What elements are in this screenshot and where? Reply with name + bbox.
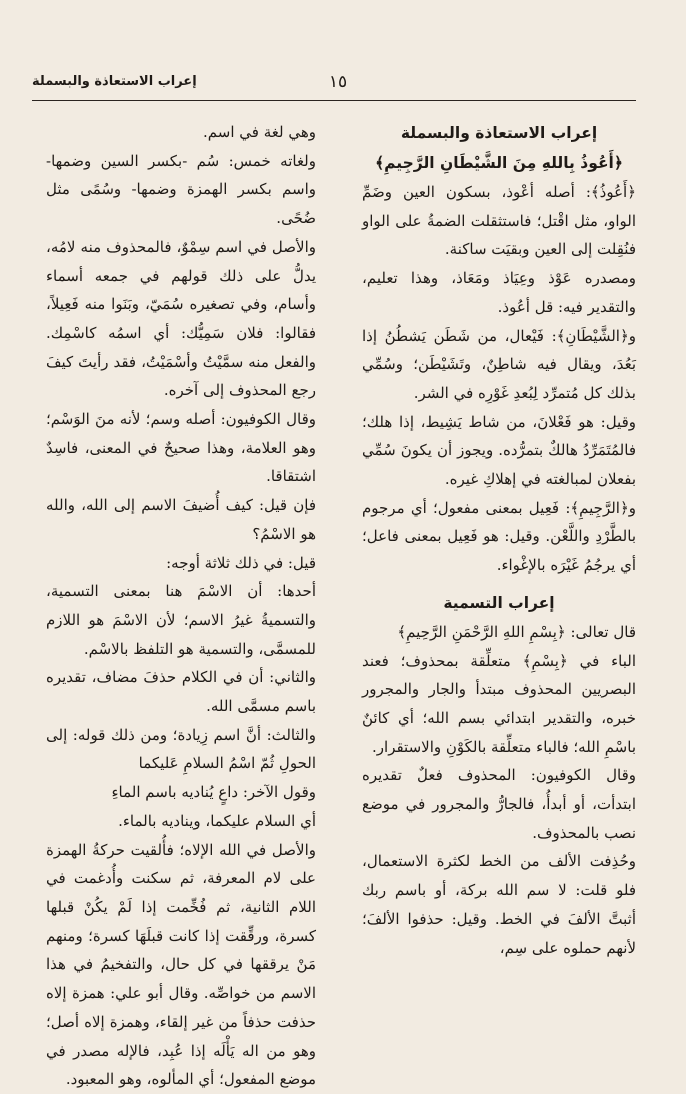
right-column [362, 118, 636, 962]
paragraph: والأصل في اسم سِمْوٌ، فالمحذوف منه لامُه، يدلُّ على ذلك قولهم في جمعه أسماء وأسام، وفي تصغيره سُمَيّ، وبَنَوا منه فَعِيلاً، فقالوا: فلان سَمِيُّك: أي اسمُه كاسْمِك. والفعل منه سمَّيْتُ وأسْمَيْتُ، فقد رأيتَ كيفَ رجع المحذوف إلى آخره. [46, 237, 316, 400]
spacer [362, 580, 636, 588]
paragraph: و﴿الرَّجِيمِ﴾: فَعِيل بمعنى مفعول؛ أي مرجوم بالطَّرْدِ واللَّعْن. وقيل: هو فَعِيل بمعنى فاعل؛ أي يرجُمُ غَيْرَه بالإغْواء. [362, 498, 636, 575]
paragraph: قيل: في ذلك ثلاثة أوجه: [166, 553, 316, 572]
running-head: إعراب الاستعاذة والبسملة [32, 74, 197, 89]
left-column [46, 118, 316, 1094]
paragraph: وقال الكوفيون: أصله وسم؛ لأنه منَ الوَسْم؛ وهو العلامة، وهذا صحيحٌ في المعنى، فاسِدٌ اشتقاقا. [46, 410, 316, 486]
paragraph: ولغاته خمس: سُم -بكسر السين وضمها- واسم بكسر الهمزة وضمها- وسُمًى مثل ضُحًى. [46, 151, 316, 228]
paragraph: و﴿الشَّيْطَانِ﴾: فَيْعال، من شَطَن يَشطُنُ إذا بَعُدَ، ويقال فيه شاطِنٌ، وتَشَيْطَن؛ وسُمِّي بذلك كل مُتمرِّد لِبُعدِ غَوْرِه في الشر. [362, 326, 636, 402]
header-rule [32, 100, 636, 101]
paragraph: ﴿أَعُوذُ﴾: أصله أعْوذ، بسكون العين وضَمِّ الواو، مثل اقْتل؛ فاستثقلت الضمةُ على الواو فنُقِلت إلى العين وبقيَت ساكنة. [362, 183, 636, 259]
section-title-isti-adha: إعراب الاستعاذة والبسملة [400, 124, 598, 142]
paragraph: وقال الكوفيون: المحذوف فعلٌ تقديره ابتدأت، أو أبدأُ، فالجارُّ والمجرور في موضع نصب بالمحذوف. [362, 766, 636, 842]
paragraph: ومصدره عَوْذ وعِيَاذ ومَعَاذ، وهذا تعليم، والتقدير فيه: قل أعُوذ. [362, 269, 636, 316]
paragraph: والثالث: أنَّ اسم زِيادة؛ ومن ذلك قوله: إلى الحولِ ثُمّ اسْمُ السلامِ عَليكما [46, 725, 316, 773]
paragraph: وقيل: هو فَعْلانَ، من شاط يَشِيط، إذا هلك؛ فالمُتَمَرِّدُ هالكٌ بتمرُّده. ويجوز أن يكونَ سُمِّي بفعلان لمبالغته في إهلاكِ غيره. [362, 412, 636, 489]
section-title-basmala: إعراب التسمية [443, 593, 555, 612]
paragraph: فإن قيل: كيف أُضيفَ الاسم إلى الله، والله هو الاسْمُ؟ [46, 496, 316, 543]
verse-isti-adha: ﴿أَعُوذُ بِاللهِ مِنَ الشَّيْطَانِ الرَّجِيمِ﴾ [375, 154, 623, 172]
page-header [32, 62, 636, 102]
paragraph: والأصل في الله الإلاه؛ فأُلقيت حركةُ الهمزة على لام المعرفة، ثم سكنت وأُدغمت في اللام الثانية، ثم فُخِّمت إذا لَمْ يكُنْ قبلها كسرة، ورقِّقت إذا كانت قبلَهَا كسرة؛ ومنهم مَنْ يرققها في كل حال، والتفخيمُ في هذا الاسم من خواصِّه. وقال أبو علي: همزة إلاه حذفت حذفاً من غير إلقاء، وهمزة إلاه أصل؛ وهو من اله يَأْلَه إذا عُبِد، فالإله مصدر في موضع المفعول؛ أي المألوه، وهو المعبود. [46, 840, 316, 1089]
paragraph: أحدها: أن الاسْمَ هنا بمعنى التسمية، والتسميةُ غيرُ الاسم؛ لأن الاسْمَ هو اللازم للمسمَّى، والتسمية هو التلفظ بالاسْم. [46, 582, 316, 658]
paragraph: قال تعالى: ﴿بِسْمِ اللهِ الرَّحْمَنِ الرَّحِيمِ﴾ [397, 622, 636, 641]
paragraph: الباء في ﴿بِسْمِ﴾ متعلِّقة بمحذوف؛ فعند البصريين المحذوف مبتدأ والجار والمجرور خبره، والتقدير ابتدائي بسم الله؛ أي كائنٌ باسْمِ الله؛ فالباء متعلِّقة بالكَوْنِ والاستقرار. [362, 651, 636, 756]
paragraph: والثاني: أن في الكلام حذفَ مضاف، تقديره باسم مسمَّى الله. [46, 668, 316, 716]
paragraph: أي السلام عليكما، ويناديه بالماء. [118, 811, 316, 830]
paragraph: وقول الآخر: داعٍ يُناديه باسم الماءِ [111, 783, 316, 802]
paragraph: وحُذِفت الألف من الخط لكثرة الاستعمال، فلو قلت: لا سم الله بركة، أو باسم ربك أثبتَّ الألفَ في الخط. وقيل: حذفوا الألفَ؛ لأنهم حملوه على سِم، [362, 852, 636, 957]
page-number: ١٥ [328, 72, 348, 92]
paragraph: وهي لغة في اسم. [203, 123, 316, 141]
